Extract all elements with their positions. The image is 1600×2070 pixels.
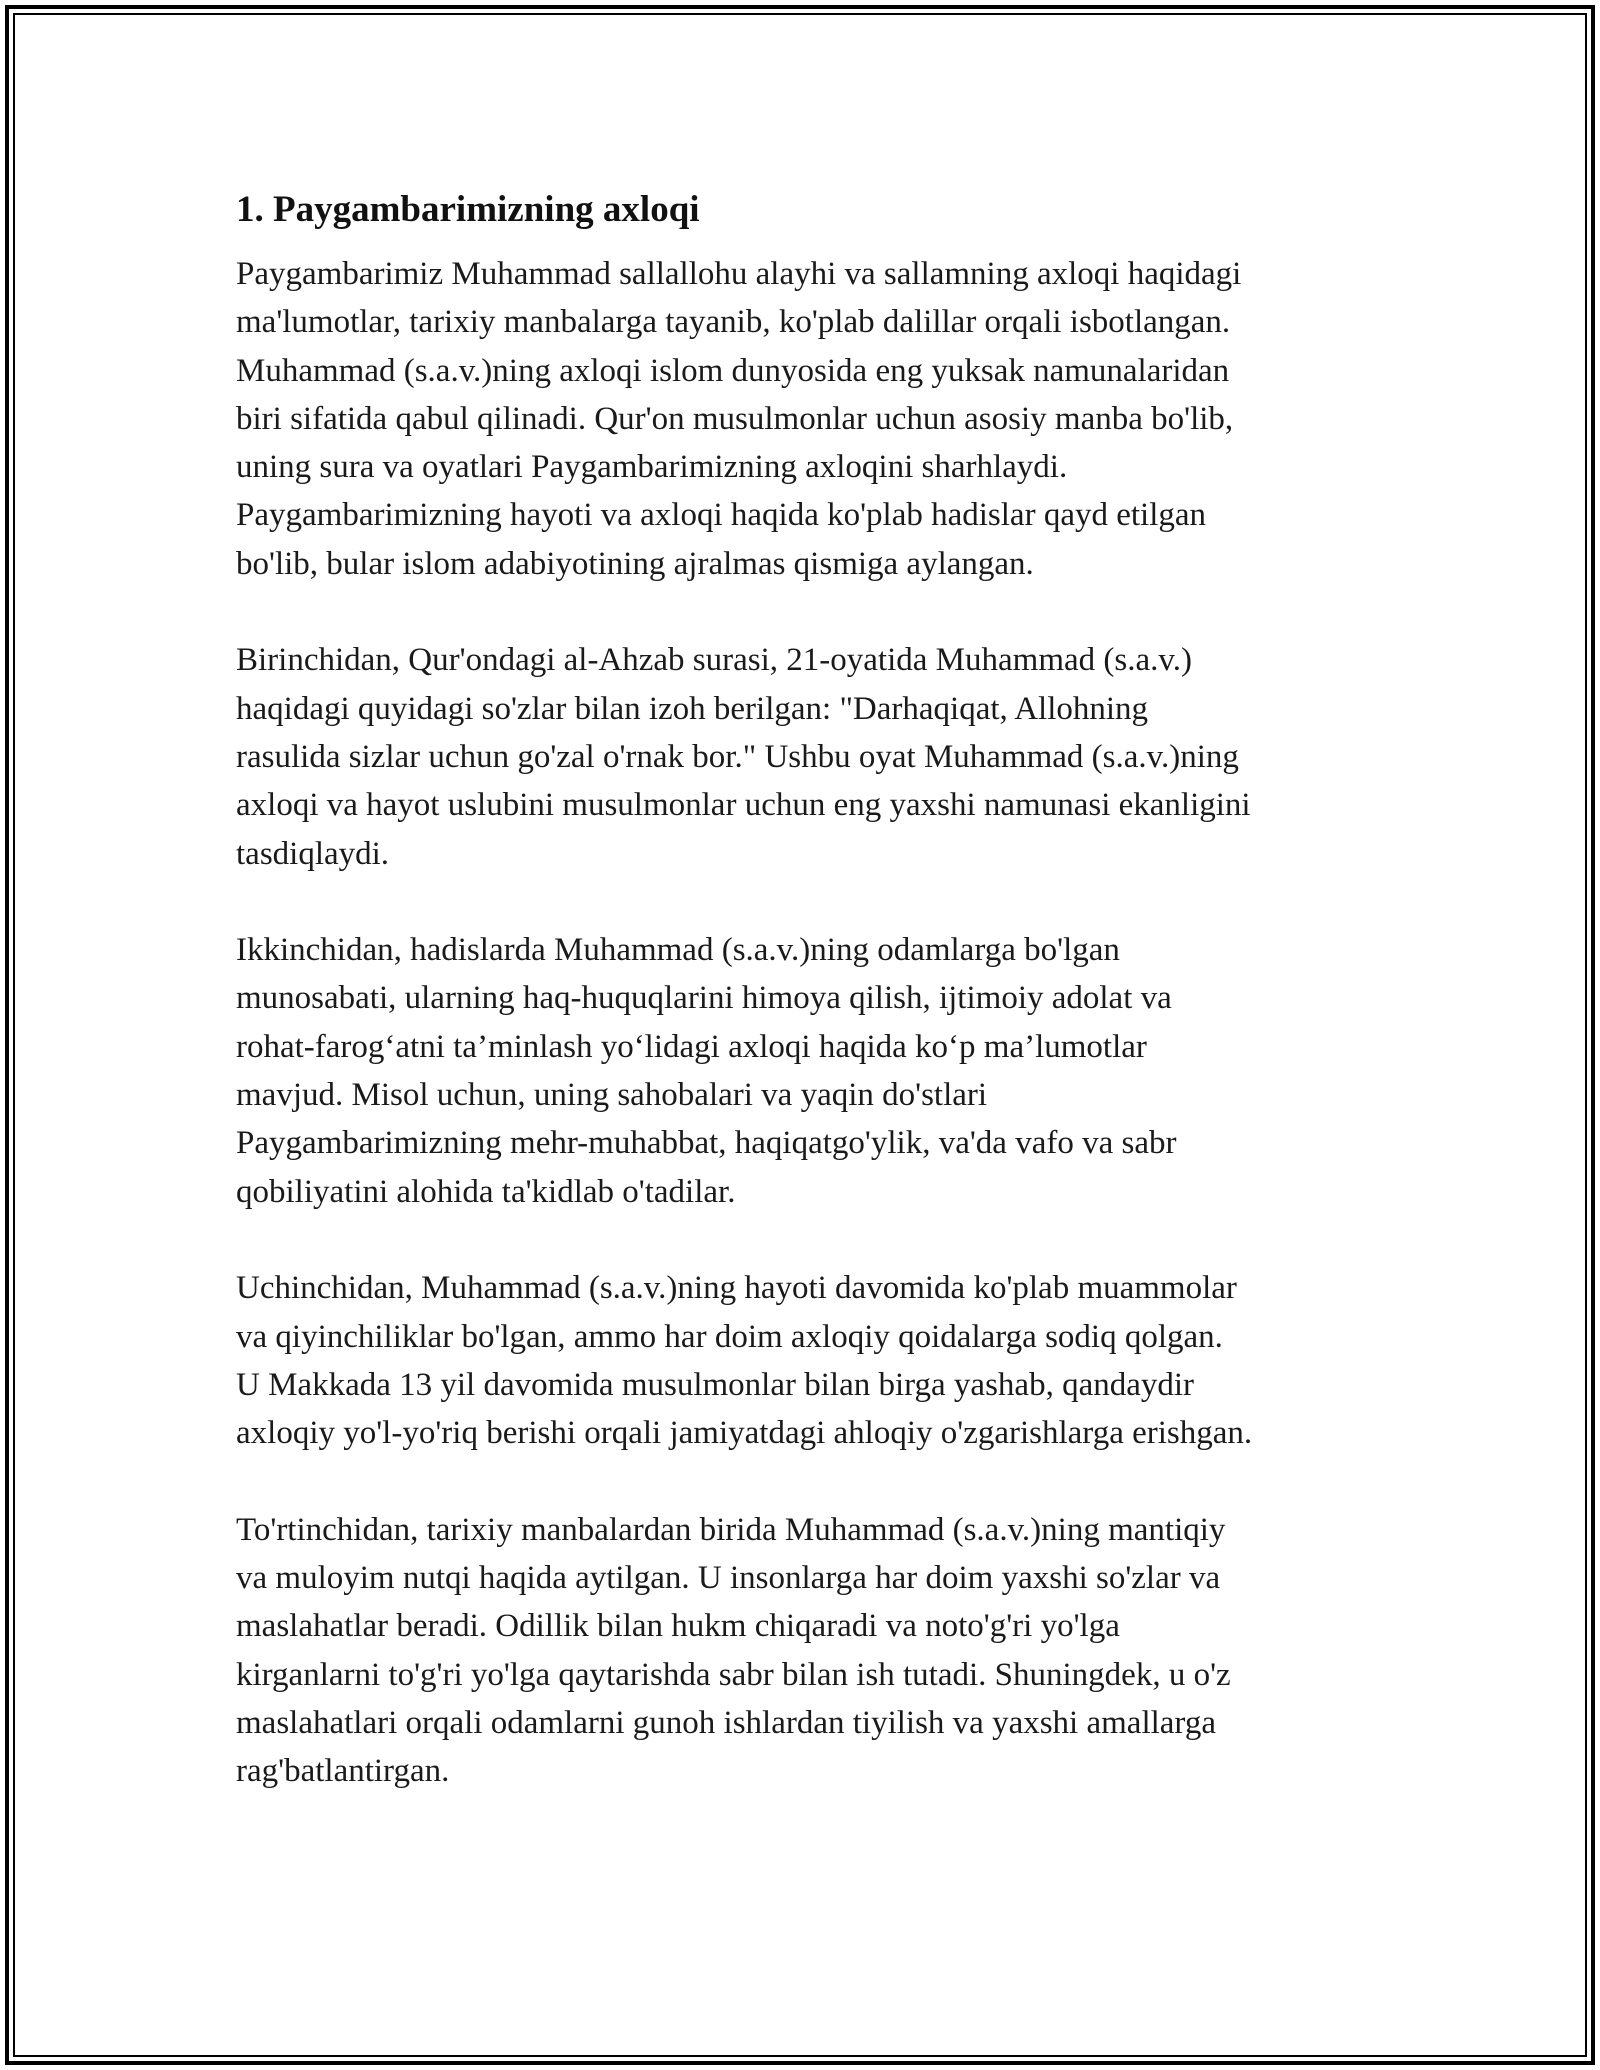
text-line: mavjud. Misol uchun, uning sahobalari va yaqin do'stlari — [236, 1077, 988, 1114]
text-line: Uchinchidan, Muhammad (s.a.v.)ning hayoti davomida ko'plab muammolar — [236, 1270, 1237, 1307]
text-line: axloqi va hayot uslubini musulmonlar uchun eng yaxshi namunasi ekanligini — [236, 787, 1251, 824]
text-line: rohat-farog‘atni ta’minlash yo‘lidagi axloqi haqida ko‘p ma’lumotlar — [236, 1028, 1147, 1065]
document-page — [236, 186, 1376, 1844]
text-line: axloqiy yo'l-yo'riq berishi orqali jamiyatdagi ahloqiy o'zgarishlarga erishgan. — [236, 1415, 1253, 1452]
text-line: To'rtinchidan, tarixiy manbalardan birida Muhammad (s.a.v.)ning mantiqiy — [236, 1511, 1226, 1548]
text-line: bo'lib, bular islom adabiyotining ajralmas qismiga aylangan. — [236, 545, 1034, 582]
text-line: uning sura va oyatlari Paygambarimizning axloqini sharhlaydi. — [236, 449, 1068, 486]
text-line: kirganlarni to'g'ri yo'lga qaytarishda sabr bilan ish tutadi. Shuningdek, u o'z — [236, 1656, 1231, 1693]
text-line: rasulida sizlar uchun go'zal o'rnak bor." Ushbu oyat Muhammad (s.a.v.)ning — [236, 738, 1239, 775]
text-line: munosabati, ularning haq-huquqlarini himoya qilish, ijtimoiy adolat va — [236, 980, 1172, 1017]
text-line: va qiyinchiliklar bo'lgan, ammo har doim axloqiy qoidalarga sodiq qolgan. — [236, 1318, 1223, 1355]
text-line: haqidagi quyidagi so'zlar bilan izoh berilgan: "Darhaqiqat, Allohning — [236, 690, 1149, 727]
text-line: ma'lumotlar, tarixiy manbalarga tayanib, ko'plab dalillar orqali isbotlangan. — [236, 304, 1231, 341]
text-line: maslahatlar beradi. Odillik bilan hukm chiqaradi va noto'g'ri yo'lga — [236, 1608, 1120, 1645]
text-line: rag'batlantirgan. — [236, 1753, 450, 1790]
text-line: Birinchidan, Qur'ondagi al-Ahzab surasi, 21-oyatida Muhammad (s.a.v.) — [236, 642, 1192, 679]
text-line: Paygambarimizning hayoti va axloqi haqida ko'plab hadislar qayd etilgan — [236, 497, 1207, 534]
section-heading: 1. Paygambarimizning axloqi — [236, 189, 700, 230]
text-line: U Makkada 13 yil davomida musulmonlar bilan birga yashab, qandaydir — [236, 1366, 1195, 1403]
paragraph-first — [236, 636, 1376, 877]
text-line: maslahatlari orqali odamlarni gunoh ishlardan tiyilish va yaxshi amallarga — [236, 1704, 1216, 1741]
paragraph-fourth — [236, 1506, 1376, 1796]
paragraph-second — [236, 926, 1376, 1216]
text-line: va muloyim nutqi haqida aytilgan. U insonlarga har doim yaxshi so'zlar va — [236, 1560, 1221, 1597]
text-line: Paygambarimiz Muhammad sallallohu alayhi va sallamning axloqi haqidagi — [236, 256, 1242, 292]
text-line: tasdiqlaydi. — [236, 835, 390, 872]
paragraph-third — [236, 1264, 1376, 1457]
paragraph-intro — [236, 250, 1376, 588]
text-line: Muhammad (s.a.v.)ning axloqi islom dunyosida eng yuksak namunalaridan — [236, 352, 1230, 389]
text-line: Ikkinchidan, hadislarda Muhammad (s.a.v.)ning odamlarga bo'lgan — [236, 932, 1120, 969]
text-line: biri sifatida qabul qilinadi. Qur'on musulmonlar uchun asosiy manba bo'lib, — [236, 400, 1234, 437]
text-line: Paygambarimizning mehr-muhabbat, haqiqatgo'ylik, va'da vafo va sabr — [236, 1125, 1177, 1162]
text-line: qobiliyatini alohida ta'kidlab o'tadilar. — [236, 1173, 736, 1210]
